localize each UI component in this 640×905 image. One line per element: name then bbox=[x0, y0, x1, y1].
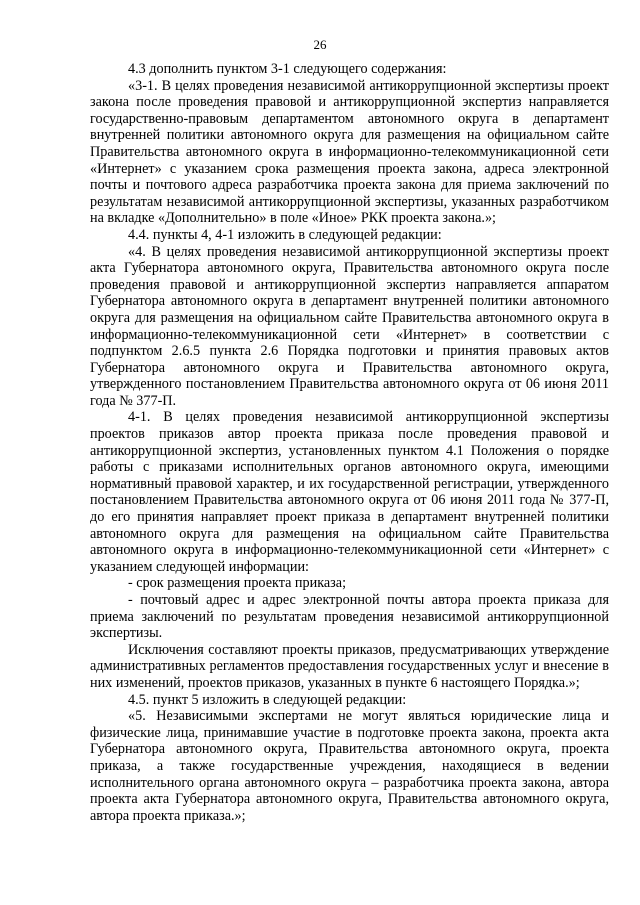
paragraph-3-1: «3-1. В целях проведения независимой антикоррупционной экспертизы проект закона после проведения правовой и антикоррупционной экспертиз направляется государственно-правовым департаментом автономного округа в департамент внутренней политики автономного округа для размещения на официальном сайте Правительства автономного округа в информационно-телекоммуникационной сети «Интернет» с указанием срока размещения проекта закона, адреса электронной почты и почтового адреса разработчика проекта закона для приема заключений по результатам независимой антикоррупционной экспертизы, указанных разработчиком на вкладке «Дополнительно» в поле «Иное» РКК проекта закона.»; bbox=[90, 77, 609, 227]
paragraph-4-4-heading: 4.4. пункты 4, 4-1 изложить в следующей редакции: bbox=[128, 226, 442, 243]
paragraph-4-3-heading: 4.3 дополнить пунктом 3-1 следующего содержания: bbox=[128, 61, 447, 77]
paragraph-exceptions: Исключения составляют проекты приказов, предусматривающих утверждение административных регламентов предоставления государственных услуг и внесение в них изменений, проектов приказов, указанных в пункте 6 настоящего Порядка.»; bbox=[90, 641, 609, 691]
paragraph-4-1: 4-1. В целях проведения независимой антикоррупционной экспертизы проектов приказов автор проекта приказа после проведения правовой и антикоррупционной экспертиз, установленных пунктом 4.1 Положения о порядке работы с приказами исполнительных органов автономного округа, имеющими нормативный правовой характер, и их государственной регистрации, утвержденного постановлением Правительства автономного округа от 06 июня 2011 года № 377-П, до его принятия направляет проект приказа в департамент внутренней политики автономного округа для размещения на официальном сайте Правительства автономного округа в информационно-телекоммуникационной сети «Интернет» с указанием следующей информации: bbox=[90, 409, 609, 575]
list-item-placement-term: - срок размещения проекта приказа; bbox=[128, 575, 347, 592]
paragraph-4: «4. В целях проведения независимой антикоррупционной экспертизы проект акта Губернатора автономного округа, Правительства автономного округа после проведения правовой и антикоррупционной экспертиз направляется аппаратом Губернатора автономного округа в департамент внутренней политики автономного округа для размещения на официальном сайте Правительства автономного округа в информационно-телекоммуникационной сети «Интернет» в соответствии с подпунктом 2.6.5 пункта 2.6 Порядка подготовки и принятия правовых актов Губернатора автономного округа и Правительства автономного округа, утвержденного постановлением Правительства автономного округа от 06 июня 2011 года № 377-П. bbox=[90, 243, 609, 409]
list-item-addresses: - почтовый адрес и адрес электронной почты автора проекта приказа для приема заключений по результатам проведения независимой антикоррупционной экспертизы. bbox=[90, 592, 609, 642]
page-number: 26 bbox=[313, 37, 327, 52]
document-body bbox=[90, 61, 609, 824]
paragraph-5: «5. Независимыми экспертами не могут являться юридические лица и физические лица, принимавшие участие в подготовке проекта закона, проекта акта Губернатора автономного округа, Правительства автономного округа, проекта приказа, а также государственные учреждения, находящиеся в ведении исполнительного органа автономного округа – разработчика проекта закона, автора проекта акта Губернатора автономного округа, Правительства автономного округа, автора проекта приказа.»; bbox=[90, 708, 609, 824]
paragraph-4-5-heading: 4.5. пункт 5 изложить в следующей редакции: bbox=[128, 691, 407, 708]
